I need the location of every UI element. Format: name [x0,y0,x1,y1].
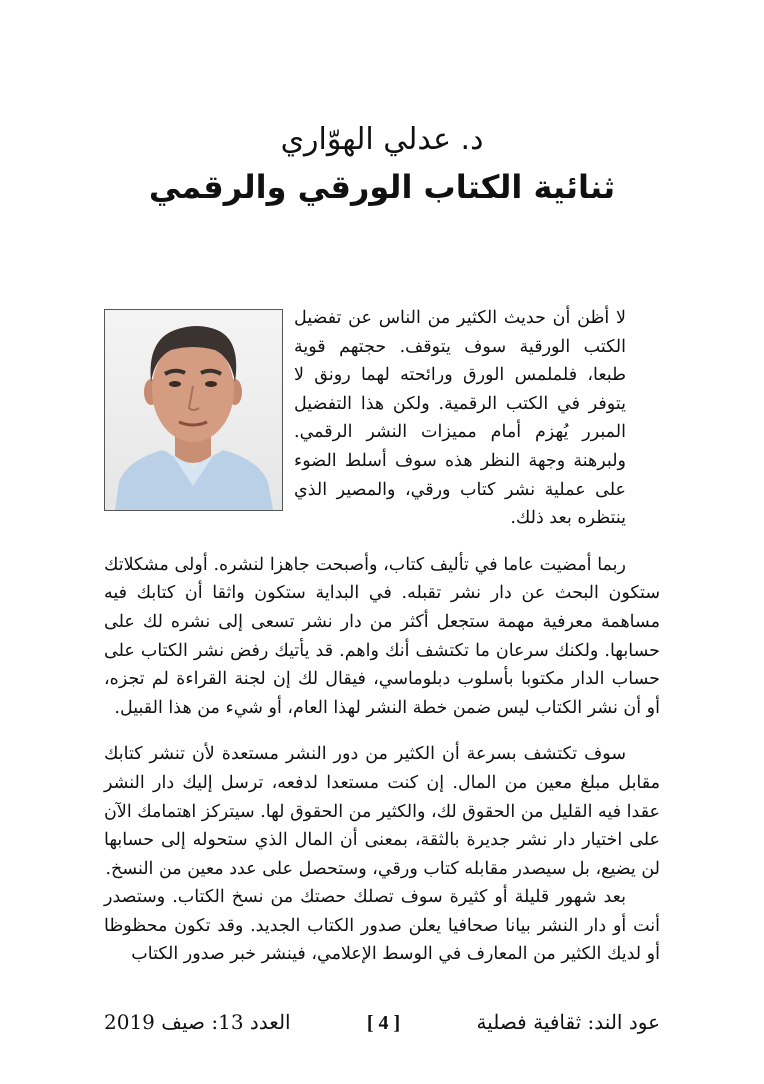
page-footer [104,1010,660,1035]
paragraph-3: سوف تكتشف بسرعة أن الكثير من دور النشر مستعدة لأن تنشر كتابك مقابل مبلغ معين من المال. إن كنت مستعدا لدفعه، ترسل إليك دار النشر عقدا فيه القليل من الحقوق لك، والكثير من الحقوق لها. سيتركز اهتمامك الآن على اختيار دار نشر جديرة بالثقة، بمعنى أن المال الذي ستحوله إلى حسابها لن يضيع، بل سيصدر مقابله كتاب ورقي، وستحصل على عدد معين من النسخ. [104,744,660,879]
article-title: ثنائية الكتاب الورقي والرقمي [148,168,616,206]
magazine-name: عود الند: ثقافية فصلية [476,1010,660,1034]
paragraph-4: بعد شهور قليلة أو كثيرة سوف تصلك حصتك من نسخ الكتاب. وستصدر أنت أو دار النشر بيانا صحافيا يعلن صدور الكتاب الجديد. وقد تكون محظوظا أو لديك الكثير من المعارف في الوسط الإعلامي، فينشر خبر صدور الكتاب [104,887,660,965]
article-body [104,304,660,969]
paragraph-1: لا أظن أن حديث الكثير من الناس عن تفضيل الكتب الورقية سوف يتوقف. حجتهم قوية طبعا، فلملمس الورق ورائحته لهما رونق لا يتوفر في الكتب الرقمية. ولكن هذا التفضيل المبرر يُهزم أمام مميزات النشر الرقمي. ولبرهنة وجهة النظر هذه سوف أسلط الضوء على عملية نشر كتاب ورقي، والمصير الذي ينتظره بعد ذلك. [294,308,626,529]
photo-spacer [104,304,294,508]
issue-info: العدد 13: صيف 2019 [104,1010,291,1034]
author-name: د. عدلي الهوّاري [280,122,484,157]
page-number: [ 4 ] [366,1012,401,1034]
paragraph-2: ربما أمضيت عاما في تأليف كتاب، وأصبحت جاهزا لنشره. أولى مشكلاتك ستكون البحث عن دار نشر تقبله. في البداية ستكون واثقا أن كتابك فيه مساهمة معرفية مهمة ستجعل أكثر من دار نشر تسعى إلى نشره لك على حسابها. ولكنك سرعان ما تكتشف أنك واهم. قد يأتيك رفض نشر الكتاب على حساب الدار مكتوبا بأسلوب دبلوماسي، فيقال لك إن لجنة القراءة لم تجزه، أو أن نشر الكتاب ليس ضمن خطة النشر لهذا العام، أو شيء من هذا القبيل. [104,554,660,718]
